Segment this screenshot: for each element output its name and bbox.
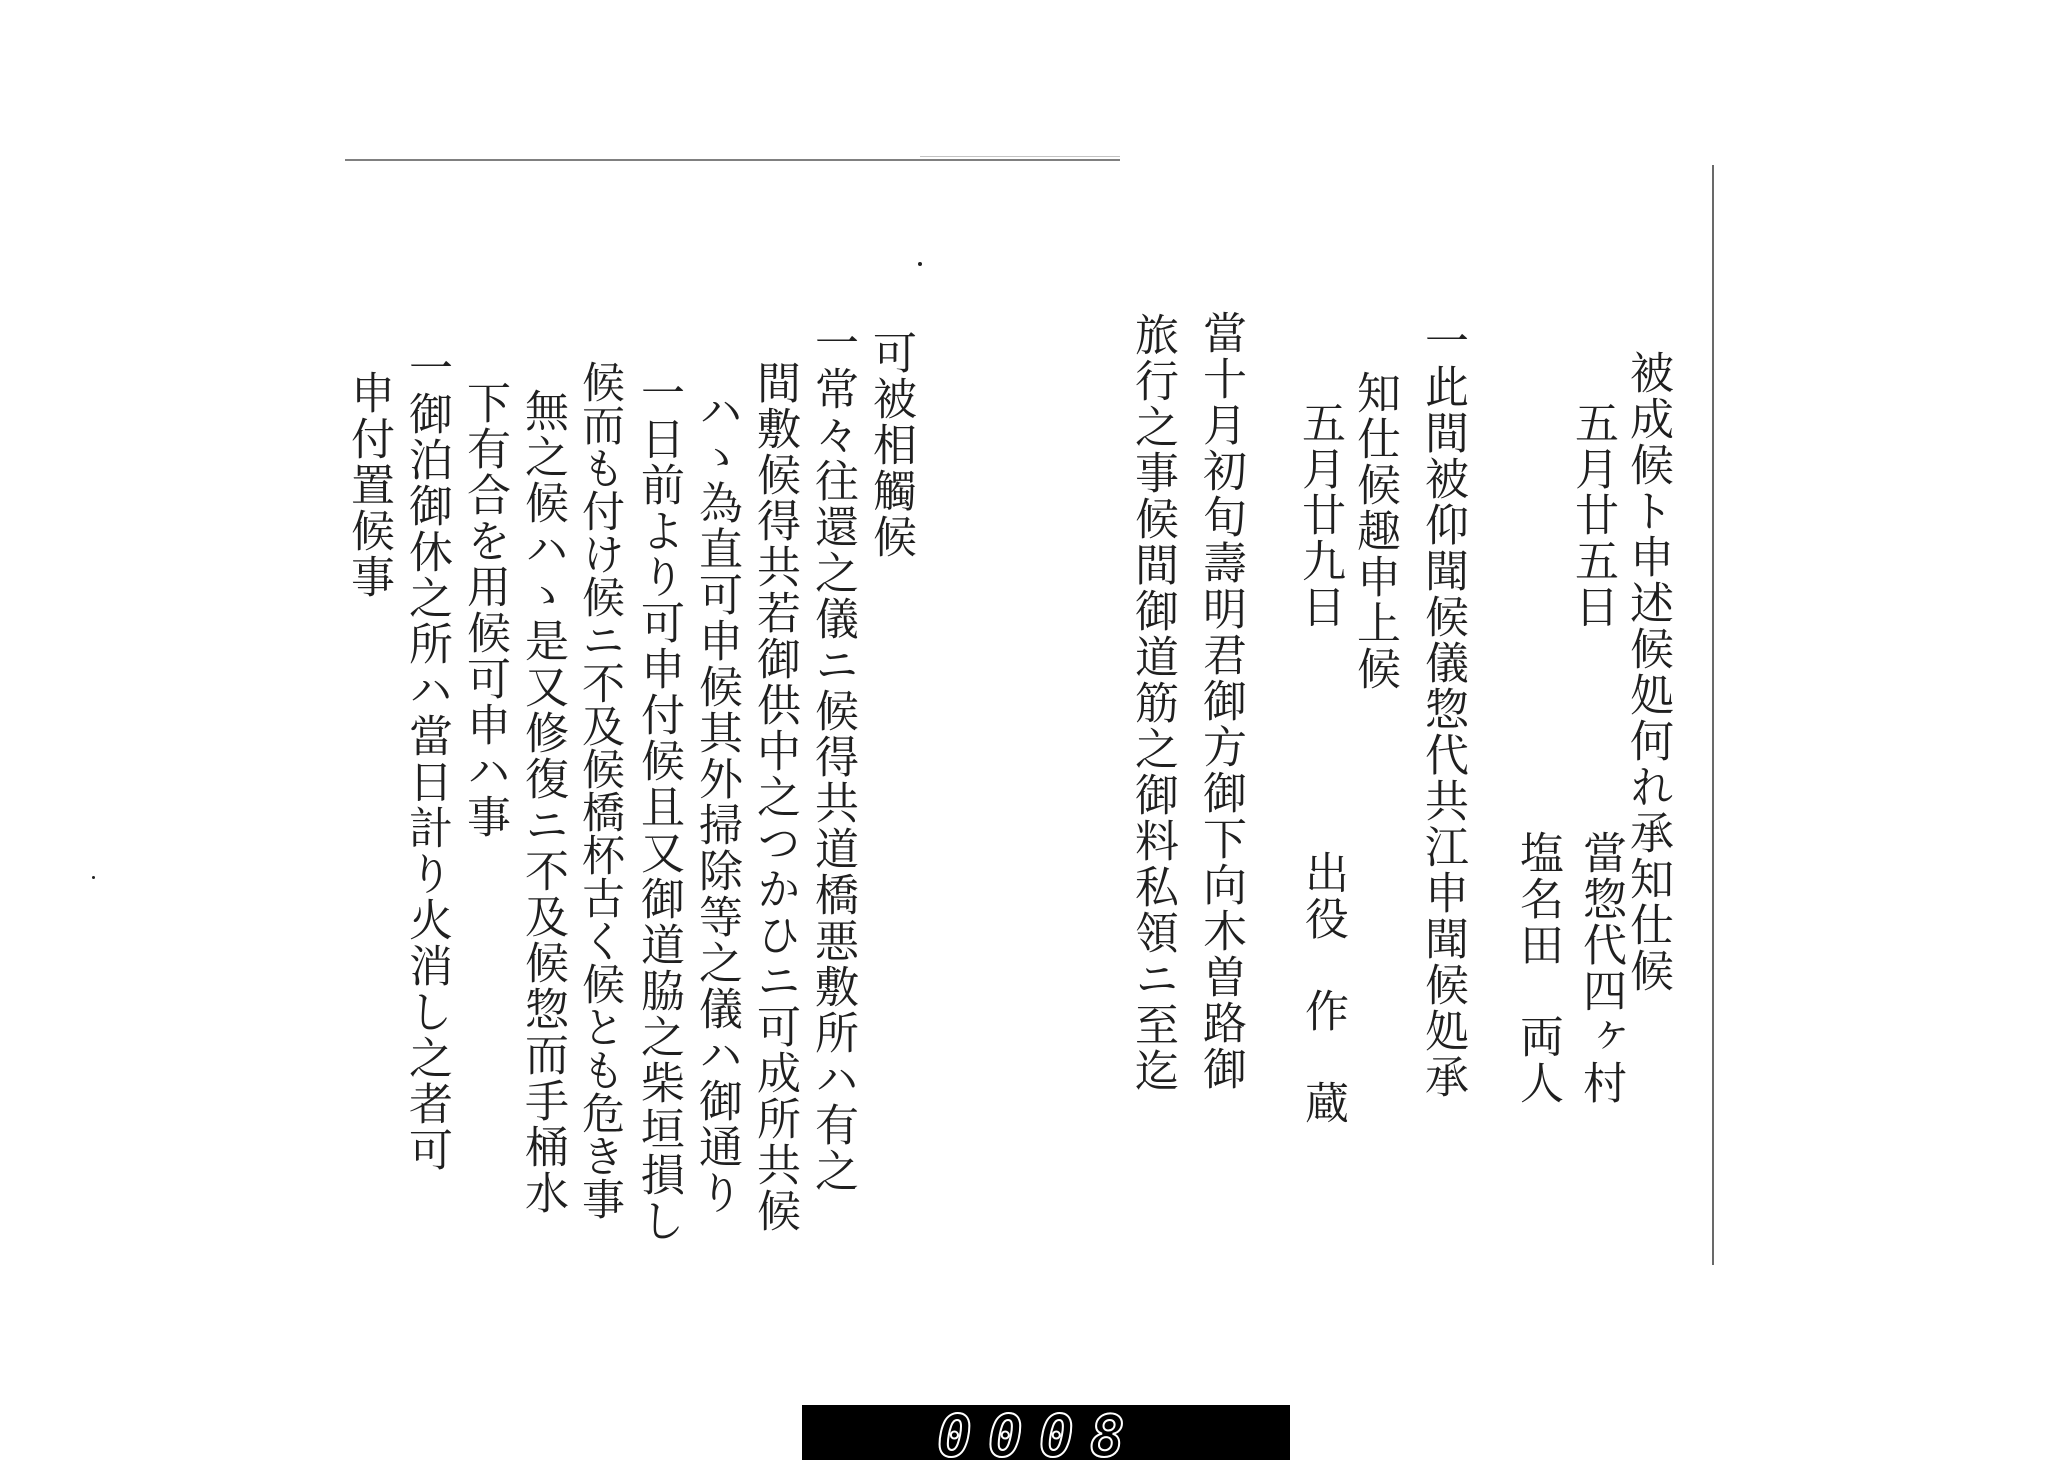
text-column: 可被相觸候	[865, 330, 916, 560]
ink-speck	[92, 876, 95, 879]
ink-speck	[918, 262, 922, 266]
text-column: 無之候ハゝ是又修復ニ不及候惣而手桶水	[517, 388, 568, 1216]
text-column: 被成候ト申述候処何れ承知仕候	[1622, 350, 1673, 994]
text-column: 五月廿五日	[1567, 400, 1618, 630]
text-column: 一此間被仰聞候儀惣代共江申聞候処承	[1417, 318, 1468, 1100]
text-column: 一御泊御休之所ハ當日計り火消し之者可	[401, 345, 452, 1173]
text-column: 出役 作 蔵	[1297, 850, 1348, 1126]
text-column: 當十月初旬壽明君御方御下向木曽路御	[1195, 310, 1246, 1092]
text-column: 一常々往還之儀ニ候得共道橋悪敷所ハ有之	[807, 320, 858, 1194]
text-column: 知仕候趣申上候	[1349, 370, 1400, 692]
text-column: 一日前より可申付候且又御道脇之柴垣損し	[633, 370, 684, 1244]
text-column: ハゝ為直可申候其外掃除等之儀ハ御通り	[691, 388, 742, 1216]
text-column: 間敷候得共若御供中之つかひニ可成所共候	[749, 360, 800, 1234]
text-column: 申付置候事	[343, 370, 394, 600]
text-column: 當惣代四ヶ村	[1575, 830, 1626, 1106]
top-border-line	[345, 159, 1120, 161]
right-border-line	[1712, 165, 1714, 1265]
text-column: 塩名田 両人	[1512, 830, 1563, 1106]
top-border-line-faint	[920, 156, 1120, 157]
frame-counter	[802, 1405, 1290, 1460]
text-column: 五月廿九日	[1294, 400, 1345, 630]
frame-counter-digits: 0008	[937, 1405, 1141, 1460]
text-column: 旅行之事候間御道筋之御料私領ニ至迄	[1127, 312, 1178, 1094]
text-column: 候而も付け候ニ不及候橋杯古く候とも危き事	[575, 360, 625, 1220]
text-column: 下有合を用候可申ハ事	[459, 380, 510, 840]
